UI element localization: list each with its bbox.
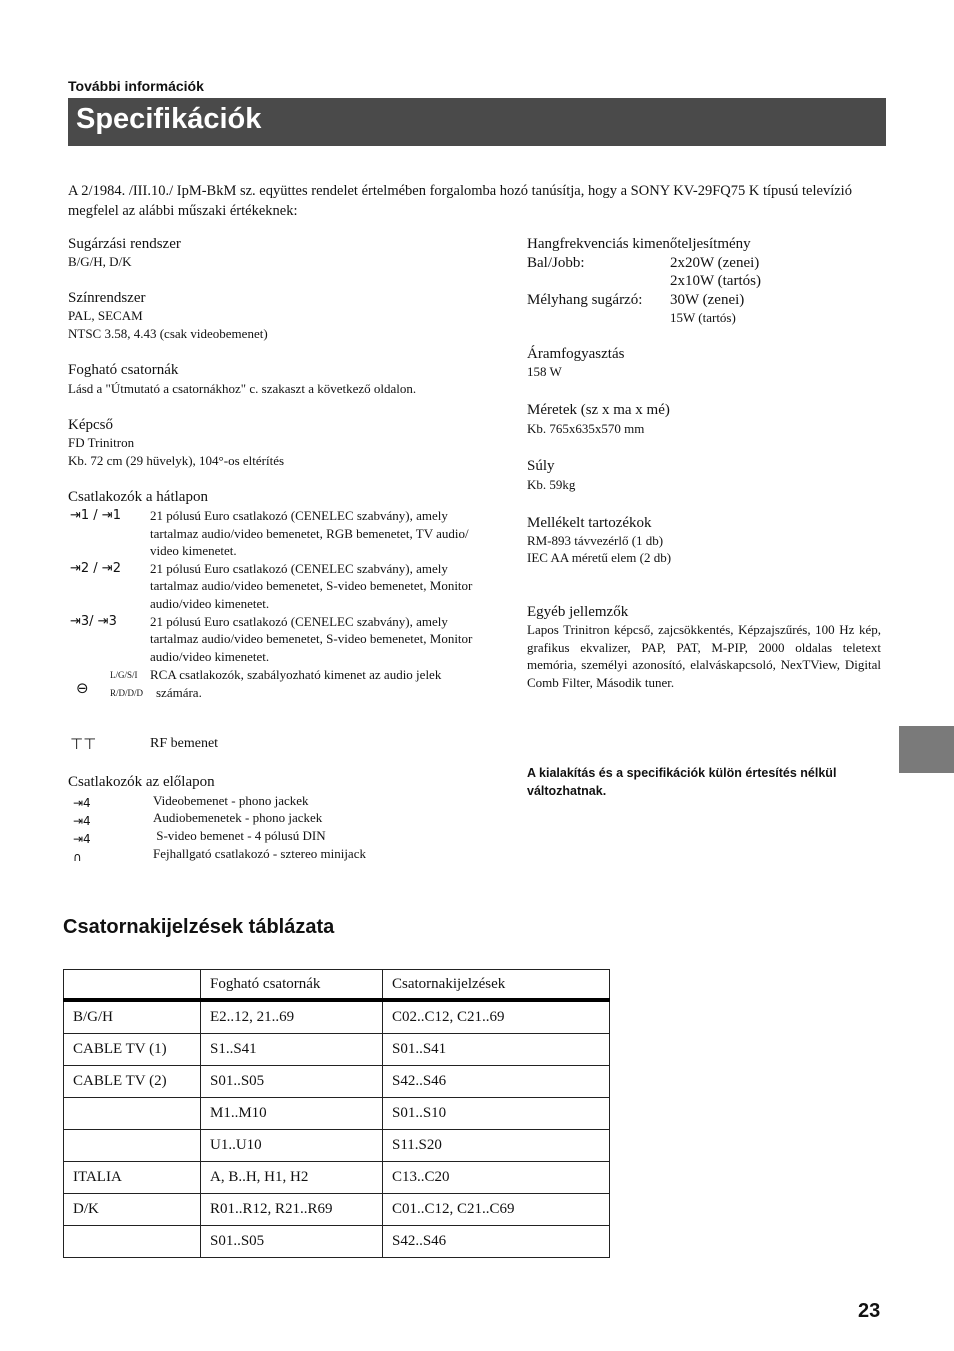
front-connector-desc: Videobemenet - phono jackek bbox=[153, 793, 309, 808]
rear-connectors-label: Csatlakozók a hátlapon bbox=[68, 489, 208, 505]
channel-table bbox=[63, 969, 610, 1258]
section-label: További információk bbox=[68, 78, 204, 94]
table-row bbox=[64, 1194, 610, 1226]
table-cell: M1..M10 bbox=[201, 1098, 383, 1130]
chapter-tab bbox=[899, 726, 954, 773]
sound-row-value: 2x20W (zenei) bbox=[670, 255, 760, 271]
channels-label: Fogható csatornák bbox=[68, 362, 179, 378]
table-cell: B/G/H bbox=[64, 1000, 201, 1034]
tube-value: Kb. 72 cm (29 hüvelyk), 104°-os eltérítés bbox=[68, 453, 285, 468]
table-row bbox=[64, 1034, 610, 1066]
color-system-value: PAL, SECAM bbox=[68, 308, 143, 323]
table-cell: U1..U10 bbox=[201, 1130, 383, 1162]
color-system-label: Színrendszer bbox=[68, 290, 146, 306]
other-features-label: Egyéb jellemzők bbox=[527, 604, 629, 620]
scart-3-icon: ⇥3/ ⇥3 bbox=[70, 614, 117, 629]
table-cell bbox=[64, 1130, 201, 1162]
scart-1-desc: tartalmaz audio/video bemenetet, RGB bemenetet, TV audio/ bbox=[150, 526, 469, 541]
table-cell: S01..S10 bbox=[383, 1098, 610, 1130]
table-header-cell: Fogható csatornák bbox=[201, 970, 383, 1001]
rf-input-label: RF bemenet bbox=[150, 736, 219, 751]
table-header-cell: Csatornakijelzések bbox=[383, 970, 610, 1001]
scart-3-desc: tartalmaz audio/video bemenetet, S-video bemenetet, Monitor bbox=[150, 631, 473, 646]
headphone-icon: ∩ bbox=[73, 850, 82, 864]
table-row bbox=[64, 1066, 610, 1098]
scart-2-desc: 21 pólusú Euro csatlakozó (CENELEC szabvány), amely bbox=[150, 561, 448, 576]
broadcast-label: Sugárzási rendszer bbox=[68, 236, 181, 252]
power-value: 158 W bbox=[527, 364, 562, 379]
table-cell: S1..S41 bbox=[201, 1034, 383, 1066]
table-header-row bbox=[64, 970, 610, 1001]
audio-input-icon: ⇥4 bbox=[73, 814, 91, 828]
tube-label: Képcső bbox=[68, 417, 113, 433]
channels-value: Lásd a "Útmutató a csatornákhoz" c. szakaszt a következő oldalon. bbox=[68, 381, 417, 396]
table-cell: CABLE TV (2) bbox=[64, 1066, 201, 1098]
table-cell: S01..S05 bbox=[201, 1226, 383, 1258]
rca-desc: számára. bbox=[156, 685, 202, 700]
table-cell: S01..S05 bbox=[201, 1066, 383, 1098]
front-connector-desc: S-video bemenet - 4 pólusú DIN bbox=[153, 828, 326, 843]
accessories-value: IEC AA méretű elem (2 db) bbox=[527, 550, 672, 565]
page-title: Specifikációk bbox=[76, 103, 262, 135]
sound-row-value: 15W (tartós) bbox=[670, 310, 736, 325]
disclaimer-note: A kialakítás és a specifikációk külön értesítés nélkül változhatnak. bbox=[527, 766, 837, 798]
table-title: Csatornakijelzések táblázata bbox=[63, 916, 335, 938]
other-features-value: Lapos Trinitron képcső, zajcsökkentés, Képzajszűrés, 100 Hz kép, grafikus ekvalizer, PAP, PAT, M-PIP, 2000 oldalas teletext memória, személyi azonosító, elalváskapcsoló, NexTView, Digital Comb Filter, Második tuner. bbox=[527, 622, 881, 690]
scart-1-icon: ⇥1 / ⇥1 bbox=[70, 508, 121, 523]
table-cell bbox=[64, 1098, 201, 1130]
sound-row-value: 2x10W (tartós) bbox=[670, 273, 761, 289]
accessories-value: RM-893 távvezérlő (1 db) bbox=[527, 533, 664, 548]
table-cell: ITALIA bbox=[64, 1162, 201, 1194]
audio-output-icon: ⊖ bbox=[76, 679, 89, 697]
rca-channel-tag: L/G/S/I bbox=[110, 670, 138, 680]
front-connector-desc: Fejhallgató csatlakozó - sztereo minijack bbox=[153, 846, 366, 861]
sound-row-value: 30W (zenei) bbox=[670, 292, 745, 308]
rca-channel-tag: R/D/D/D bbox=[110, 688, 144, 698]
weight-label: Súly bbox=[527, 458, 555, 474]
table-row bbox=[64, 1162, 610, 1194]
table-cell: S42..S46 bbox=[383, 1066, 610, 1098]
table-cell: S11.S20 bbox=[383, 1130, 610, 1162]
scart-1-desc: 21 pólusú Euro csatlakozó (CENELEC szabvány), amely bbox=[150, 508, 448, 523]
sound-row-key: Bal/Jobb: bbox=[527, 255, 585, 271]
table-cell: R01..R12, R21..R69 bbox=[201, 1194, 383, 1226]
table-cell bbox=[64, 1226, 201, 1258]
table-cell: C02..C12, C21..69 bbox=[383, 1000, 610, 1034]
power-label: Áramfogyasztás bbox=[527, 346, 625, 362]
page-number: 23 bbox=[858, 1300, 881, 1322]
tube-value: FD Trinitron bbox=[68, 435, 135, 450]
weight-value: Kb. 59kg bbox=[527, 477, 576, 492]
table-cell: E2..12, 21..69 bbox=[201, 1000, 383, 1034]
scart-3-desc: 21 pólusú Euro csatlakozó (CENELEC szabvány), amely bbox=[150, 614, 448, 629]
scart-3-desc: audio/video kimenetet. bbox=[150, 649, 270, 664]
scart-2-desc: tartalmaz audio/video bemenetet, S-video bemenetet, Monitor bbox=[150, 578, 473, 593]
table-row bbox=[64, 1000, 610, 1034]
table-header-cell bbox=[64, 970, 201, 1001]
scart-2-icon: ⇥2 / ⇥2 bbox=[70, 561, 121, 576]
sound-row-key: Mélyhang sugárzó: bbox=[527, 292, 643, 308]
dimensions-value: Kb. 765x635x570 mm bbox=[527, 421, 645, 436]
table-cell: A, B..H, H1, H2 bbox=[201, 1162, 383, 1194]
table-row bbox=[64, 1226, 610, 1258]
accessories-label: Mellékelt tartozékok bbox=[527, 515, 652, 531]
sound-output-label: Hangfrekvenciás kimenőteljesítmény bbox=[527, 236, 751, 252]
video-input-icon: ⇥4 bbox=[73, 796, 91, 810]
table-row bbox=[64, 1130, 610, 1162]
rca-desc: RCA csatlakozók, szabályozható kimenet az audio jelek bbox=[150, 667, 442, 682]
table-cell: S42..S46 bbox=[383, 1226, 610, 1258]
scart-2-desc: audio/video kimenetet. bbox=[150, 596, 270, 611]
table-cell: CABLE TV (1) bbox=[64, 1034, 201, 1066]
antenna-icon: ⊤⊤ bbox=[70, 735, 97, 753]
front-connector-desc: Audiobemenetek - phono jackek bbox=[153, 810, 323, 825]
table-cell: C01..C12, C21..C69 bbox=[383, 1194, 610, 1226]
s-video-icon: ⇥4 bbox=[73, 832, 91, 846]
table-row bbox=[64, 1098, 610, 1130]
title-bar bbox=[68, 98, 886, 146]
table-cell: S01..S41 bbox=[383, 1034, 610, 1066]
table-cell: D/K bbox=[64, 1194, 201, 1226]
color-system-value: NTSC 3.58, 4.43 (csak videobemenet) bbox=[68, 326, 268, 341]
broadcast-value: B/G/H, D/K bbox=[68, 254, 132, 269]
scart-1-desc: video kimenetet. bbox=[150, 543, 237, 558]
table-cell: C13..C20 bbox=[383, 1162, 610, 1194]
dimensions-label: Méretek (sz x ma x mé) bbox=[527, 402, 670, 418]
intro-paragraph: A 2/1984. /III.10./ IpM-BkM sz. eqyüttes rendelet értelmében forgalomba hozó tanúsítja, hogy a SONY KV-29FQ75 K típusú televízió megfelel az alábbi műszaki értékeknek: bbox=[68, 183, 852, 219]
front-connectors-label: Csatlakozók az előlapon bbox=[68, 774, 215, 790]
